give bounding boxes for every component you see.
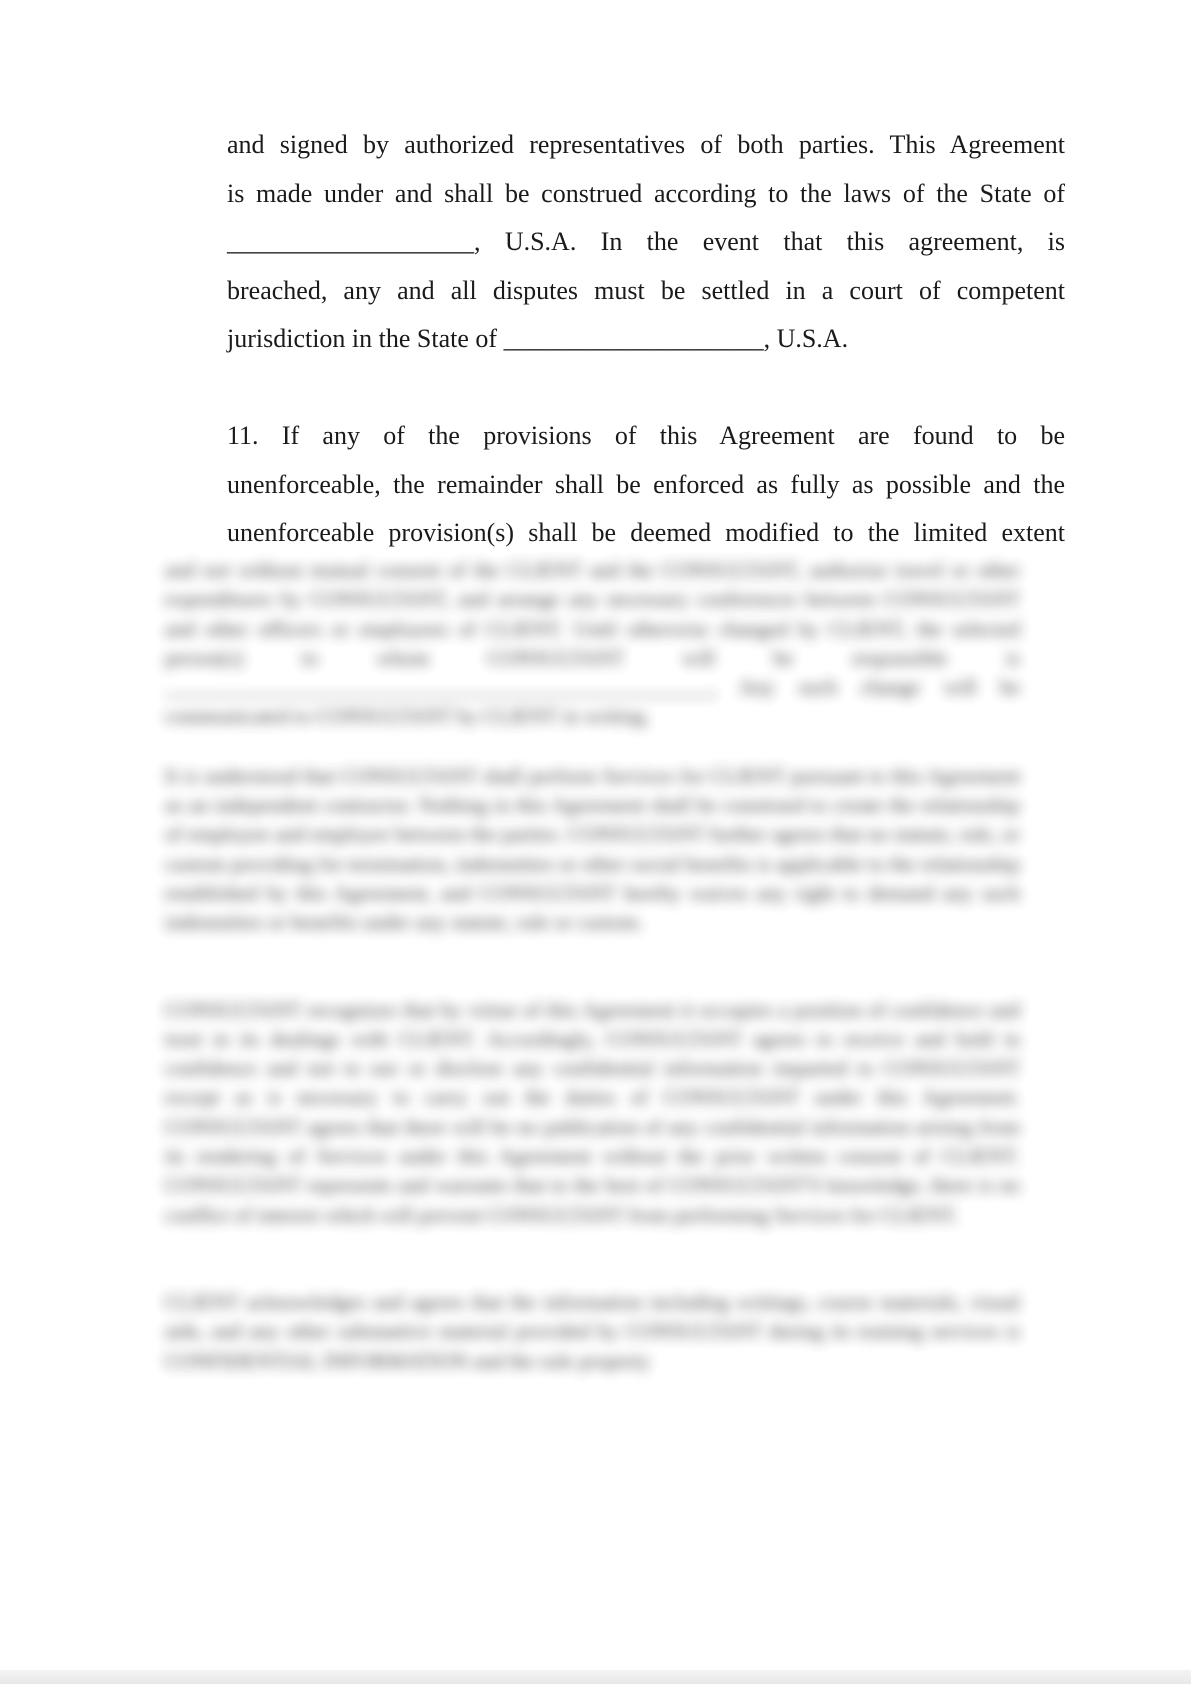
page-bottom-edge (0, 1670, 1191, 1684)
paragraph-10-line: ___________________, U.S.A. In the event that this agreement, is (227, 227, 1065, 256)
blurred-paragraph: and not without mutual consent of the CLIENT and the CONSULTANT, authorize travel or other expenditures by CONSULTANT, and arrange any necessary conferences between CONSULTANT and other officers or employees of CLIENT. Until otherwise changed by CLIENT, the selected person(s) to whom CONSULTANT will be responsible is ____________________________________________________, Any such change will be communicated to CONSULTANT by CLIENT in writing. (165, 558, 1020, 729)
blurred-paragraph: CLIENT acknowledges and agrees that the information including writings, course materials, visual aids, and any other substantive material provided by CONSULTANT during its training services is CONFIDENTIAL INFORMATION and the sole property (165, 1289, 1020, 1373)
paragraph-11-line: 11. If any of the provisions of this Agreement are found to be (227, 421, 1065, 450)
blurred-preview-section (165, 556, 1020, 1376)
visible-text-section (227, 121, 1065, 558)
blurred-paragraph: CONSULTANT recognizes that by virtue of this Agreement it occupies a position of confidence and trust in its dealings with CLIENT. Accordingly, CONSULTANT agrees to receive and hold in confidence and not to use or disclose any confidential information imparted to CONSULTANT except as is necessary to carry out the duties of CONSULTANT under this Agreement. CONSULTANT agrees that there will be no publication of any confidential information arising from its rendering of Services under this Agreement without the prior written consent of CLIENT. CONSULTANT represents and warrants that to the best of CONSULTANT'S knowledge, there is no conflict of interest which will prevent CONSULTANT from performing Services for CLIENT. (165, 997, 1020, 1227)
paragraph-11-line: unenforceable provision(s) shall be deemed modified to the limited extent (227, 518, 1065, 547)
paragraph-10-line: and signed by authorized representatives of both parties. This Agreement (227, 130, 1065, 159)
paragraph-10-line: breached, any and all disputes must be settled in a court of competent (227, 275, 1065, 305)
paragraph-10-line: jurisdiction in the State of ____________________, U.S.A. (227, 324, 849, 353)
paragraph-gap (227, 364, 1065, 413)
blurred-paragraph: It is understood that CONSULTANT shall perform Services for CLIENT pursuant to this Agreement as an independent contractor. Nothing in this Agreement shall be construed to create the relationship of employee and employer between the parties. CONSULTANT further agrees that no statute, rule, or custom providing for termination, indemnities or other social benefits is applicable to the relationship established by this Agreement, and CONSULTANT hereby waives any right to demand any such indemnities or benefits under any statute, rule or custom. (165, 763, 1020, 935)
paragraph-11-line: unenforceable, the remainder shall be enforced as fully as possible and the (227, 469, 1065, 499)
paragraph-10-line: is made under and shall be construed according to the laws of the State of (227, 178, 1065, 208)
